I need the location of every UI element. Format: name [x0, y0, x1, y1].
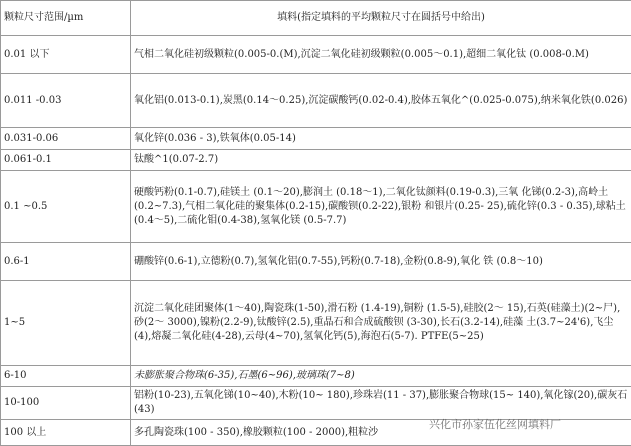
size-range-cell: 0.011 -0.03 — [1, 74, 131, 128]
table-row — [1, 150, 631, 171]
fillers-cell: 硼酸锌(0.6-1),立德粉(0.7),氢氧化铝(0.7-55),钙粉(0.7-18),金粉(0.8-9),氧化 铁 (0.8～10) — [131, 243, 631, 281]
fillers-cell: 沉淀二氧化硅团聚体(1～40),陶瓷珠(1-50),滑石粉 (1.4-19),铜粉 (1.5-5),硅胶(2～ 15),石英(硅藻土)(2~尸), 砂(2～ 3000),镍粉(2.2-9),钛酸锌(2.5),重晶石和合成硫酸钡 (3-30),长石(3.2-14),硅藻 土(3.7~24'6),飞尘(4),熔凝二氧化硅(4-28),云母(4~70),氢氧化钙(5),海泡石(5-7). PTFE(5~25) — [131, 281, 631, 366]
size-range-cell: 0.061-0.1 — [1, 150, 131, 171]
header-row — [1, 1, 631, 36]
size-range-cell: 0.031-0.06 — [1, 128, 131, 150]
table-row — [1, 366, 631, 387]
fillers-cell: 氧化锌(0.036 - 3),铁氧体(0.05-14) — [131, 128, 631, 150]
size-range-cell: 1~5 — [1, 281, 131, 366]
table-row — [1, 281, 631, 366]
fillers-cell: 钛酸^1(0.07-2.7) — [131, 150, 631, 171]
size-range-cell: 0.1 ~0.5 — [1, 171, 131, 243]
fillers-cell: 氧化铝(0.013-0.1),炭黑(0.14～0.25),沉淀碳酸钙(0.02-0.4),胶体五氧化^(0.025-0.075),纳米氧化铁(0.026) — [131, 74, 631, 128]
size-range-cell: 6-10 — [1, 366, 131, 387]
fillers-cell: 未膨胀聚合物珠(6-35),石墨(6~96),玻璃珠(7~8) — [131, 366, 631, 387]
header-particle-size: 颗粒尺寸范围/µm — [1, 1, 131, 36]
fillers-cell: 硬酸钙粉(0.1-0.7),硅镁土 (0.1～20),膨润土 (0.18～1),二氧化钛颜料(0.19-0.3),三氧 化锑(0.2-3),高岭土(0.2~7.3),气相二氧化硅的聚集体(0.2-15),碳酸钡(0.2-22),银粉 和银片(0.25- 25),硫化锌(0.3 - 0.35),球粘土(0.4～5),二硫化钼(0.4-38),氢氧化镁 (0.5-7.7) — [131, 171, 631, 243]
fillers-cell: 多孔陶瓷珠(100 - 350),橡胶颗粒(100 - 2000),粗粒沙 — [131, 420, 631, 446]
table-row — [1, 243, 631, 281]
size-range-cell: 100 以上 — [1, 420, 131, 446]
table-row — [1, 420, 631, 446]
table-row — [1, 128, 631, 150]
table-row — [1, 387, 631, 420]
table-row — [1, 74, 631, 128]
fillers-cell: 气相二氧化硅初级颗粒(0.005-0.(M),沉淀二氧化硅初级颗粒(0.005～0.1),超细二氧化钛 (0.008-0.M) — [131, 36, 631, 74]
size-range-cell: 0.01 以下 — [1, 36, 131, 74]
fillers-cell: 铝粉(10-23),五氧化锑(10~40),木粉(10~ 180),珍珠岩(11 - 37),膨胀聚合物球(15~ 140),氧化镓(20),碳灰石(43) — [131, 387, 631, 420]
table-row — [1, 171, 631, 243]
size-range-cell: 0.6-1 — [1, 243, 131, 281]
size-range-cell: 10-100 — [1, 387, 131, 420]
header-fillers: 填料(指定填料的平均颗粒尺寸在圆括号中给出) — [131, 1, 631, 36]
table-row — [1, 36, 631, 74]
watermark-text: 兴化市孙家伍化丝网填料厂 — [429, 416, 561, 432]
